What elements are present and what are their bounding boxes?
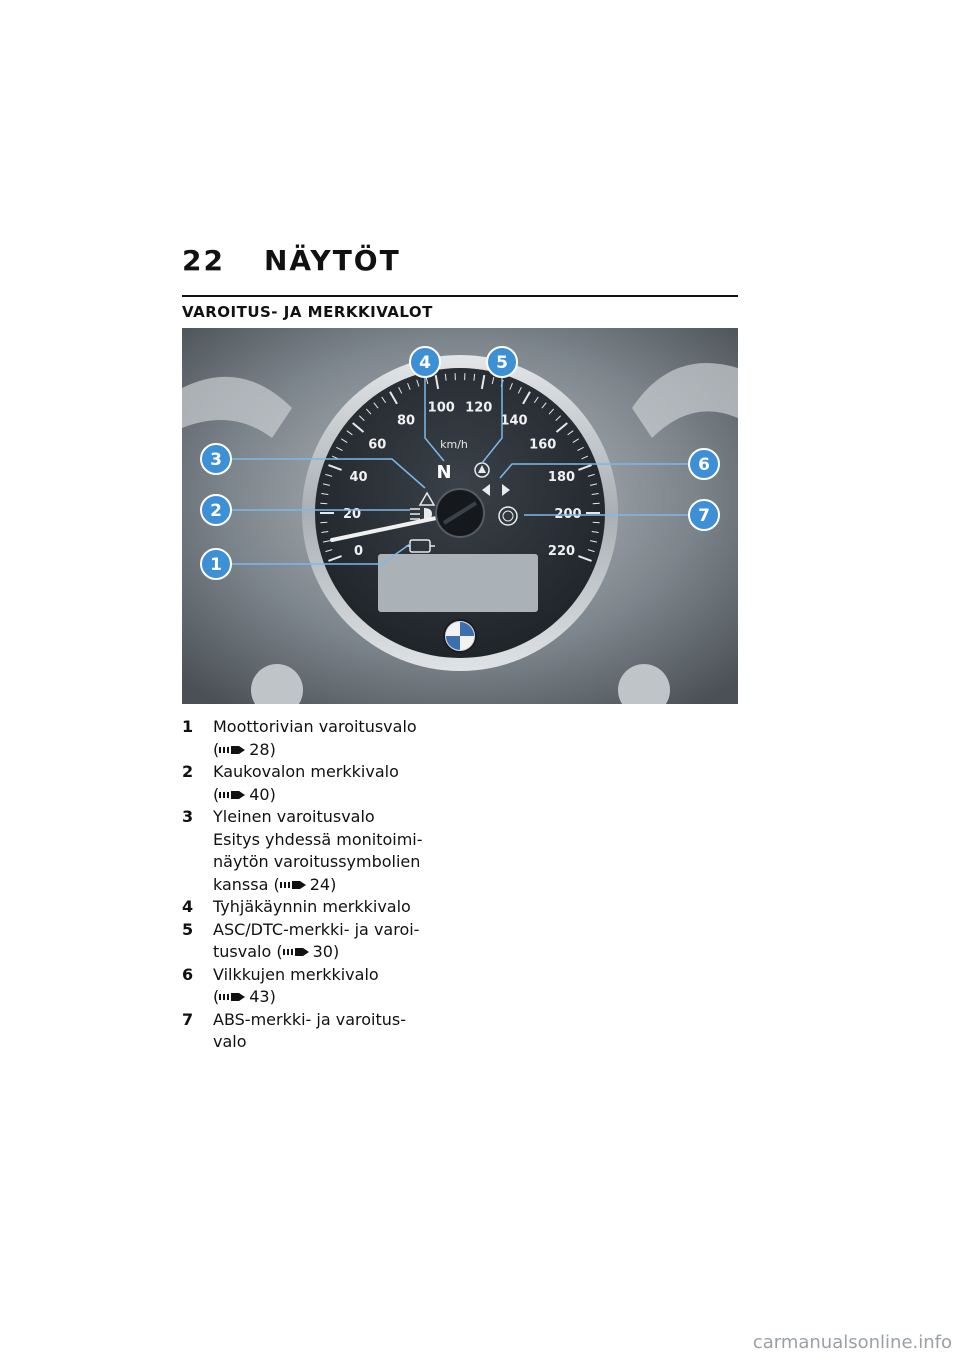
page-reference-arrow-icon xyxy=(283,946,309,958)
page-reference-arrow-icon xyxy=(280,879,306,891)
page-reference-number: 24) xyxy=(309,874,337,894)
speed-tick-label: 160 xyxy=(529,437,557,453)
legend-item xyxy=(182,964,452,1009)
page-reference-number: 43) xyxy=(249,987,276,1006)
speed-tick-label: 40 xyxy=(349,470,368,486)
legend-item-number: 6 xyxy=(182,964,194,984)
callout-number: 2 xyxy=(210,501,222,521)
legend-list xyxy=(182,716,452,1054)
page-reference-prefix: kanssa ( xyxy=(213,874,280,894)
lcd-display xyxy=(378,554,538,612)
gear-indicator: N xyxy=(436,462,452,483)
page-reference-number: 40) xyxy=(249,784,276,804)
page-reference-prefix: ( xyxy=(213,784,220,804)
legend-item-number: 5 xyxy=(182,919,194,939)
callout-number: 3 xyxy=(210,450,222,470)
speed-tick-label: 60 xyxy=(368,437,387,453)
legend-item-number: 7 xyxy=(182,1009,194,1029)
legend-item-text: näytön varoitussymbolien xyxy=(213,852,421,871)
legend-item-text: Tyhjäkäynnin merkkivalo xyxy=(213,897,411,916)
legend-item xyxy=(182,919,452,964)
page-reference-arrow-icon xyxy=(219,991,245,1003)
legend-item-number: 2 xyxy=(182,762,194,781)
callout-number: 4 xyxy=(419,353,431,373)
section-title: VAROITUS- JA MERKKIVALOT xyxy=(182,295,738,321)
legend-item-number: 1 xyxy=(182,717,194,736)
instrument-cluster-figure xyxy=(182,328,738,704)
page-reference-arrow xyxy=(219,740,245,759)
legend-item-number: 3 xyxy=(182,807,194,826)
legend-item xyxy=(182,896,452,919)
page-reference xyxy=(213,986,452,1009)
legend-item-text: valo xyxy=(213,1032,247,1051)
page-reference-prefix: ( xyxy=(213,987,220,1006)
speed-tick-label: 100 xyxy=(427,400,455,416)
legend-item xyxy=(182,1009,452,1054)
unit-label: km/h xyxy=(440,438,468,451)
page-reference xyxy=(213,739,452,762)
speed-tick-label: 0 xyxy=(353,543,364,559)
legend-item-text: Vilkkujen merkkivalo xyxy=(213,964,379,984)
page-reference-prefix: ( xyxy=(213,739,220,759)
page-reference-arrow xyxy=(219,785,245,804)
callout-number: 6 xyxy=(698,455,710,475)
callout-number: 5 xyxy=(496,353,508,373)
page-reference-arrow-icon xyxy=(219,789,245,801)
page-header xyxy=(182,244,738,277)
legend-item-number: 4 xyxy=(182,897,194,916)
legend-item xyxy=(182,761,452,806)
page-reference-number: 30) xyxy=(312,942,340,961)
speed-tick-label: 140 xyxy=(500,413,528,429)
bmw-logo xyxy=(444,620,476,652)
speed-tick-label: 180 xyxy=(547,470,576,486)
legend-item-text: ABS-merkki- ja varoitus- xyxy=(213,1009,407,1029)
watermark: carmanualsonline.info xyxy=(752,1332,952,1353)
legend-item xyxy=(182,716,452,761)
speed-tick-label: 80 xyxy=(396,413,416,429)
speed-tick-label: 200 xyxy=(554,507,582,522)
legend-item xyxy=(182,806,452,896)
page-reference xyxy=(213,784,452,807)
callout-number: 7 xyxy=(698,506,710,526)
page-reference-prefix: tusvalo ( xyxy=(213,942,283,961)
speed-tick-label: 20 xyxy=(342,507,362,522)
legend-item-text: Esitys yhdessä monitoimi- xyxy=(213,829,423,849)
page-reference xyxy=(213,874,452,897)
callout-number: 1 xyxy=(210,555,222,575)
page-number: 22 xyxy=(182,244,225,277)
legend-item-text: Yleinen varoitusvalo xyxy=(213,807,375,826)
legend-item-text: Moottorivian varoitusvalo xyxy=(213,717,417,736)
chapter-title: NÄYTÖT xyxy=(264,244,401,277)
speed-tick-label: 220 xyxy=(547,543,576,559)
page-reference-arrow-icon xyxy=(219,744,245,756)
legend-item-text: ASC/DTC-merkki- ja varoi- xyxy=(213,919,420,939)
page-reference-number: 28) xyxy=(249,739,276,759)
page-reference-arrow xyxy=(219,987,245,1006)
legend-item-text: Kaukovalon merkkivalo xyxy=(213,762,399,781)
page-reference xyxy=(213,941,452,964)
speed-tick-label: 120 xyxy=(465,400,493,416)
speedometer-illustration xyxy=(182,328,738,704)
page-reference-arrow xyxy=(280,875,306,894)
page-reference-arrow xyxy=(283,942,309,961)
